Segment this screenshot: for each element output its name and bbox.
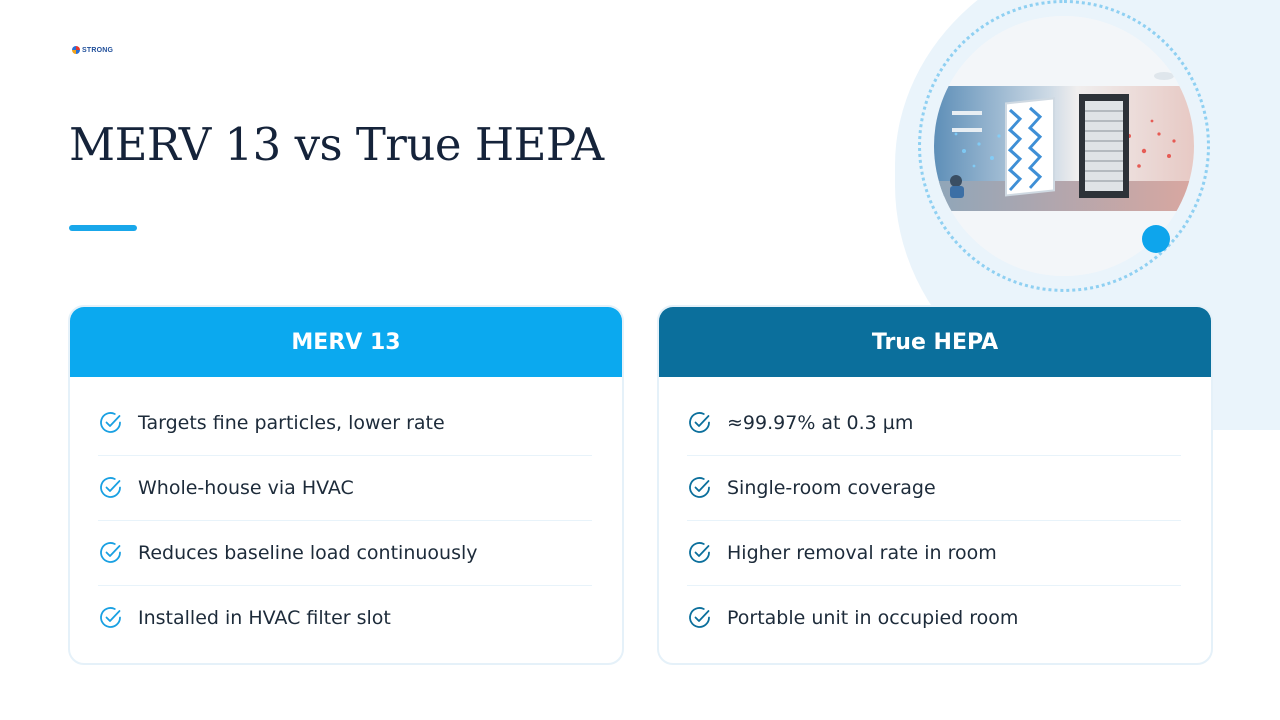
check-circle-icon [98, 540, 124, 566]
check-circle-icon [98, 475, 124, 501]
check-circle-icon [687, 410, 713, 436]
logo-mark-icon [72, 46, 80, 54]
merv13-feature-list [70, 377, 622, 650]
list-item [687, 456, 1181, 521]
true-hepa-feature-list [659, 377, 1211, 650]
list-item [98, 456, 592, 521]
true-hepa-card-heading: True HEPA [659, 307, 1211, 377]
list-item [98, 586, 592, 650]
list-item-text: Portable unit in occupied room [727, 607, 1019, 629]
check-circle-icon [98, 605, 124, 631]
list-item-text: Reduces baseline load continuously [138, 542, 478, 564]
title-underline [69, 225, 137, 231]
list-item [98, 521, 592, 586]
brand-logo [72, 46, 113, 54]
merv13-card [68, 305, 624, 665]
list-item-text: Installed in HVAC filter slot [138, 607, 391, 629]
list-item [687, 521, 1181, 586]
logo-text: STRONG [82, 46, 114, 54]
list-item-text: ≈99.97% at 0.3 µm [727, 412, 914, 434]
list-item-text: Targets fine particles, lower rate [138, 412, 445, 434]
accent-dot [1142, 225, 1170, 253]
check-circle-icon [98, 410, 124, 436]
check-circle-icon [687, 475, 713, 501]
check-circle-icon [687, 605, 713, 631]
list-item-text: Single-room coverage [727, 477, 936, 499]
merv13-card-heading: MERV 13 [70, 307, 622, 377]
true-hepa-card [657, 305, 1213, 665]
list-item-text: Whole-house via HVAC [138, 477, 354, 499]
list-item-text: Higher removal rate in room [727, 542, 997, 564]
list-item [98, 391, 592, 456]
list-item [687, 391, 1181, 456]
slide-title: MERV 13 vs True HEPA [69, 118, 604, 171]
list-item [687, 586, 1181, 650]
check-circle-icon [687, 540, 713, 566]
